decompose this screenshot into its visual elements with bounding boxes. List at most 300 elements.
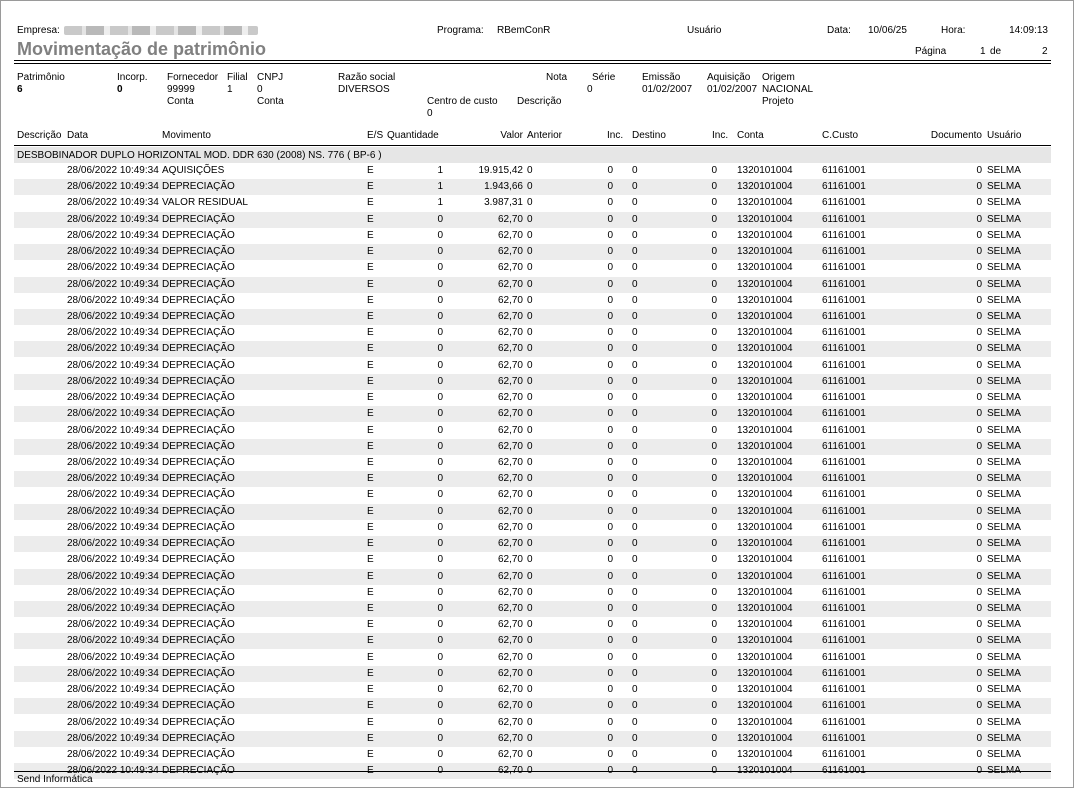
cell-anterior: 0 [527,765,533,777]
table-row [14,179,1051,195]
cell-movimento: DEPRECIAÇÃO [162,732,235,744]
table-row [14,423,1051,439]
cell-data: 28/06/2022 10:49:34 [67,392,159,404]
cell-ccusto: 61161001 [822,521,866,533]
cell-data: 28/06/2022 10:49:34 [67,213,159,225]
table-row [14,731,1051,747]
cell-documento: 0 [976,538,982,550]
cell-data: 28/06/2022 10:49:34 [67,343,159,355]
cell-usuario: SELMA [987,716,1021,728]
cell-destino: 0 [632,392,638,404]
cell-valor: 62,70 [497,700,523,712]
cell-ccusto: 61161001 [822,165,866,176]
cell-conta: 1320101004 [737,667,793,679]
cell-destino: 0 [632,359,638,371]
table-row [14,666,1051,682]
cell-data: 28/06/2022 10:49:34 [67,554,159,566]
cell-usuario: SELMA [987,586,1021,598]
cell-es: E [367,457,374,468]
cell-movimento: DEPRECIAÇÃO [162,343,235,355]
cell-quantidade: 0 [437,262,443,274]
cell-documento: 0 [976,748,982,760]
cell-quantidade: 0 [437,732,443,744]
cell-inc-1: 0 [607,165,613,176]
cell-movimento: DEPRECIAÇÃO [162,651,235,663]
cell-es: E [367,716,374,728]
cell-inc-1: 0 [607,538,613,550]
cell-valor: 1.943,66 [484,181,523,193]
cell-documento: 0 [976,635,982,647]
data-label: Data: [827,25,851,36]
cell-destino: 0 [632,457,638,468]
cell-movimento: DEPRECIAÇÃO [162,246,235,258]
cell-inc-2: 0 [711,343,717,355]
cell-data: 28/06/2022 10:49:34 [67,505,159,517]
cell-destino: 0 [632,440,638,452]
conta-label-2: Conta [257,96,284,107]
cell-inc-1: 0 [607,570,613,582]
cell-ccusto: 61161001 [822,700,866,712]
cell-conta: 1320101004 [737,684,793,695]
cell-inc-1: 0 [607,359,613,371]
cell-usuario: SELMA [987,278,1021,290]
table-row [14,455,1051,471]
cell-destino: 0 [632,375,638,387]
cell-movimento: DEPRECIAÇÃO [162,489,235,501]
cell-valor: 62,70 [497,294,523,306]
filial-label: Filial [227,72,248,83]
cell-ccusto: 61161001 [822,375,866,387]
cell-documento: 0 [976,229,982,241]
cell-conta: 1320101004 [737,246,793,258]
cell-anterior: 0 [527,635,533,647]
cell-data: 28/06/2022 10:49:34 [67,748,159,760]
table-row [14,406,1051,422]
cell-data: 28/06/2022 10:49:34 [67,765,159,777]
cell-es: E [367,489,374,501]
columns-rule [14,145,1051,146]
cell-inc-2: 0 [711,408,717,420]
cell-quantidade: 1 [437,197,443,209]
cell-ccusto: 61161001 [822,538,866,550]
cell-movimento: DEPRECIAÇÃO [162,181,235,193]
cell-ccusto: 61161001 [822,408,866,420]
cell-conta: 1320101004 [737,262,793,274]
table-row [14,585,1051,601]
cell-inc-1: 0 [607,278,613,290]
cell-data: 28/06/2022 10:49:34 [67,538,159,550]
cell-es: E [367,246,374,258]
cell-inc-1: 0 [607,651,613,663]
pagina-current: 1 [980,46,986,57]
nota-label: Nota [546,72,568,83]
cell-anterior: 0 [527,732,533,744]
cell-quantidade: 0 [437,311,443,322]
cell-destino: 0 [632,181,638,193]
table-row [14,325,1051,341]
cell-destino: 0 [632,700,638,712]
cell-movimento: DEPRECIAÇÃO [162,765,235,777]
cell-documento: 0 [976,213,982,225]
cell-documento: 0 [976,278,982,290]
cell-ccusto: 61161001 [822,197,866,209]
cell-quantidade: 0 [437,619,443,631]
cell-inc-1: 0 [607,327,613,339]
cell-anterior: 0 [527,489,533,501]
cell-destino: 0 [632,343,638,355]
cell-data: 28/06/2022 10:49:34 [67,570,159,582]
cell-data: 28/06/2022 10:49:34 [67,262,159,274]
cell-usuario: SELMA [987,375,1021,387]
cell-destino: 0 [632,278,638,290]
cell-conta: 1320101004 [737,651,793,663]
cell-documento: 0 [976,375,982,387]
fornecedor-value: 99999 [167,84,195,95]
cell-anterior: 0 [527,311,533,322]
cell-quantidade: 0 [437,294,443,306]
cell-inc-2: 0 [711,716,717,728]
cell-ccusto: 61161001 [822,229,866,241]
cell-es: E [367,505,374,517]
cell-inc-2: 0 [711,311,717,322]
cell-valor: 62,70 [497,667,523,679]
cell-inc-2: 0 [711,278,717,290]
table-row [14,520,1051,536]
cell-inc-1: 0 [607,392,613,404]
cell-usuario: SELMA [987,667,1021,679]
cell-documento: 0 [976,424,982,436]
cell-es: E [367,521,374,533]
cell-es: E [367,554,374,566]
cell-valor: 62,70 [497,457,523,468]
cell-conta: 1320101004 [737,213,793,225]
cell-quantidade: 0 [437,392,443,404]
cell-inc-1: 0 [607,619,613,631]
cell-es: E [367,375,374,387]
cell-conta: 1320101004 [737,505,793,517]
filial-value: 1 [227,84,233,95]
cell-valor: 62,70 [497,489,523,501]
cell-movimento: DEPRECIAÇÃO [162,262,235,274]
col-valor: Valor [500,130,523,141]
table-row [14,341,1051,357]
cell-documento: 0 [976,489,982,501]
cell-inc-1: 0 [607,684,613,695]
cell-data: 28/06/2022 10:49:34 [67,684,159,695]
cell-inc-2: 0 [711,473,717,485]
cell-movimento: DEPRECIAÇÃO [162,505,235,517]
centro-custo-value: 0 [427,108,433,119]
cell-usuario: SELMA [987,765,1021,777]
cell-inc-1: 0 [607,440,613,452]
cell-quantidade: 0 [437,457,443,468]
cell-es: E [367,538,374,550]
razao-social-value: DIVERSOS [338,84,390,95]
serie-label: Série [592,72,616,83]
cell-destino: 0 [632,262,638,274]
cell-anterior: 0 [527,375,533,387]
patrimonio-value: 6 [17,84,23,95]
cell-conta: 1320101004 [737,294,793,306]
cell-movimento: DEPRECIAÇÃO [162,521,235,533]
cell-documento: 0 [976,197,982,209]
cell-destino: 0 [632,246,638,258]
cell-destino: 0 [632,213,638,225]
cell-quantidade: 0 [437,570,443,582]
cell-conta: 1320101004 [737,424,793,436]
cell-es: E [367,197,374,209]
pagina-total: 2 [1042,46,1048,57]
col-movimento: Movimento [162,130,211,141]
cell-conta: 1320101004 [737,619,793,631]
cell-usuario: SELMA [987,359,1021,371]
cell-anterior: 0 [527,700,533,712]
cell-quantidade: 0 [437,700,443,712]
group-title: DESBOBINADOR DUPLO HORIZONTAL MOD. DDR 630 (2008) NS. 776 ( BP-6 ) [17,150,382,161]
cell-valor: 62,70 [497,619,523,631]
cell-conta: 1320101004 [737,278,793,290]
cell-valor: 62,70 [497,716,523,728]
cell-destino: 0 [632,651,638,663]
cell-data: 28/06/2022 10:49:34 [67,586,159,598]
cell-valor: 62,70 [497,408,523,420]
cell-inc-2: 0 [711,359,717,371]
cell-quantidade: 0 [437,505,443,517]
table-row [14,309,1051,325]
cell-ccusto: 61161001 [822,327,866,339]
cell-inc-1: 0 [607,635,613,647]
cell-inc-1: 0 [607,343,613,355]
cell-usuario: SELMA [987,294,1021,306]
cell-quantidade: 0 [437,213,443,225]
cell-inc-2: 0 [711,521,717,533]
cell-anterior: 0 [527,408,533,420]
cell-documento: 0 [976,602,982,614]
cell-inc-1: 0 [607,554,613,566]
cell-destino: 0 [632,294,638,306]
cell-anterior: 0 [527,392,533,404]
cell-conta: 1320101004 [737,554,793,566]
cell-data: 28/06/2022 10:49:34 [67,359,159,371]
cell-inc-1: 0 [607,700,613,712]
cell-movimento: DEPRECIAÇÃO [162,635,235,647]
cell-valor: 62,70 [497,570,523,582]
cell-conta: 1320101004 [737,586,793,598]
cell-usuario: SELMA [987,181,1021,193]
cell-movimento: DEPRECIAÇÃO [162,424,235,436]
cell-usuario: SELMA [987,521,1021,533]
cell-ccusto: 61161001 [822,651,866,663]
table-row [14,633,1051,649]
cell-data: 28/06/2022 10:49:34 [67,667,159,679]
cell-quantidade: 0 [437,327,443,339]
cell-inc-2: 0 [711,294,717,306]
cell-valor: 62,70 [497,732,523,744]
fornecedor-label: Fornecedor [167,72,219,83]
cell-destino: 0 [632,748,638,760]
cell-ccusto: 61161001 [822,440,866,452]
cell-documento: 0 [976,311,982,322]
cell-es: E [367,424,374,436]
cell-data: 28/06/2022 10:49:34 [67,651,159,663]
cell-conta: 1320101004 [737,538,793,550]
cell-conta: 1320101004 [737,700,793,712]
cell-documento: 0 [976,651,982,663]
data-value: 10/06/25 [868,25,907,36]
cell-conta: 1320101004 [737,473,793,485]
cell-usuario: SELMA [987,165,1021,176]
cell-movimento: DEPRECIAÇÃO [162,294,235,306]
programa-label: Programa: [437,25,484,36]
cell-data: 28/06/2022 10:49:34 [67,619,159,631]
cell-valor: 62,70 [497,440,523,452]
cell-movimento: DEPRECIAÇÃO [162,392,235,404]
cell-valor: 62,70 [497,473,523,485]
descricao-label: Descrição [517,96,562,107]
table-row [14,244,1051,260]
cell-movimento: DEPRECIAÇÃO [162,619,235,631]
conta-label-1: Conta [167,96,194,107]
cell-conta: 1320101004 [737,343,793,355]
cell-quantidade: 0 [437,635,443,647]
cell-inc-1: 0 [607,521,613,533]
cell-es: E [367,473,374,485]
origem-value: NACIONAL [762,84,814,95]
table-row [14,698,1051,714]
cell-ccusto: 61161001 [822,246,866,258]
incorp-value: 0 [117,84,123,95]
cell-inc-2: 0 [711,586,717,598]
table-row [14,390,1051,406]
cell-conta: 1320101004 [737,311,793,322]
cell-inc-1: 0 [607,748,613,760]
cell-ccusto: 61161001 [822,489,866,501]
cell-conta: 1320101004 [737,716,793,728]
cell-inc-2: 0 [711,570,717,582]
cell-ccusto: 61161001 [822,424,866,436]
cell-documento: 0 [976,294,982,306]
cell-conta: 1320101004 [737,732,793,744]
col-usuario: Usuário [987,130,1022,141]
cell-inc-1: 0 [607,489,613,501]
cell-valor: 62,70 [497,262,523,274]
cell-quantidade: 0 [437,440,443,452]
report-title: Movimentação de patrimônio [17,39,267,59]
cell-conta: 1320101004 [737,489,793,501]
cell-destino: 0 [632,408,638,420]
cell-ccusto: 61161001 [822,716,866,728]
table-row [14,747,1051,763]
cell-es: E [367,651,374,663]
cell-ccusto: 61161001 [822,586,866,598]
cell-movimento: DEPRECIAÇÃO [162,473,235,485]
cell-movimento: DEPRECIAÇÃO [162,602,235,614]
cell-usuario: SELMA [987,424,1021,436]
cell-inc-1: 0 [607,716,613,728]
cell-data: 28/06/2022 10:49:34 [67,181,159,193]
cell-documento: 0 [976,343,982,355]
cell-inc-1: 0 [607,473,613,485]
cell-inc-2: 0 [711,489,717,501]
pagina-label: Página [915,46,947,57]
cell-ccusto: 61161001 [822,619,866,631]
cell-anterior: 0 [527,197,533,209]
cell-anterior: 0 [527,651,533,663]
col-destino: Destino [632,130,666,141]
cell-conta: 1320101004 [737,457,793,468]
cell-quantidade: 0 [437,375,443,387]
table-row [14,228,1051,244]
cell-movimento: DEPRECIAÇÃO [162,570,235,582]
cell-inc-1: 0 [607,311,613,322]
cell-data: 28/06/2022 10:49:34 [67,197,159,209]
cell-inc-2: 0 [711,181,717,193]
table-row [14,212,1051,228]
cell-movimento: DEPRECIAÇÃO [162,375,235,387]
cell-usuario: SELMA [987,505,1021,517]
cell-es: E [367,765,374,777]
cell-valor: 3.987,31 [484,197,523,209]
cell-es: E [367,327,374,339]
cell-es: E [367,343,374,355]
cell-documento: 0 [976,521,982,533]
cell-valor: 62,70 [497,213,523,225]
cell-inc-2: 0 [711,505,717,517]
cell-documento: 0 [976,716,982,728]
footer-company: Send Informática [17,774,93,785]
col-conta: Conta [737,130,764,141]
table-row [14,715,1051,731]
cell-quantidade: 0 [437,765,443,777]
cell-quantidade: 0 [437,521,443,533]
cell-ccusto: 61161001 [822,602,866,614]
table-row [14,277,1051,293]
cell-valor: 62,70 [497,586,523,598]
cell-quantidade: 0 [437,748,443,760]
cell-usuario: SELMA [987,408,1021,420]
cell-anterior: 0 [527,667,533,679]
cell-destino: 0 [632,165,638,176]
cell-destino: 0 [632,635,638,647]
cell-valor: 62,70 [497,327,523,339]
cell-conta: 1320101004 [737,408,793,420]
cell-inc-2: 0 [711,213,717,225]
cell-usuario: SELMA [987,262,1021,274]
cell-inc-2: 0 [711,538,717,550]
col-descricao: Descrição [17,130,62,141]
cell-ccusto: 61161001 [822,554,866,566]
hora-value: 14:09:13 [1009,25,1048,36]
cnpj-label: CNPJ [257,72,284,83]
cell-movimento: AQUISIÇÕES [162,165,225,176]
cell-movimento: DEPRECIAÇÃO [162,213,235,225]
cell-documento: 0 [976,765,982,777]
table-row [14,163,1051,179]
cell-anterior: 0 [527,359,533,371]
cell-anterior: 0 [527,294,533,306]
footer-rule [14,771,1051,772]
cell-destino: 0 [632,667,638,679]
patrimonio-label: Patrimônio [17,72,65,83]
cell-data: 28/06/2022 10:49:34 [67,716,159,728]
cell-conta: 1320101004 [737,375,793,387]
serie-value: 0 [587,84,593,95]
cell-anterior: 0 [527,165,533,176]
cell-conta: 1320101004 [737,521,793,533]
programa-value: RBemConR [497,25,551,36]
cell-movimento: DEPRECIAÇÃO [162,327,235,339]
cell-es: E [367,181,374,193]
